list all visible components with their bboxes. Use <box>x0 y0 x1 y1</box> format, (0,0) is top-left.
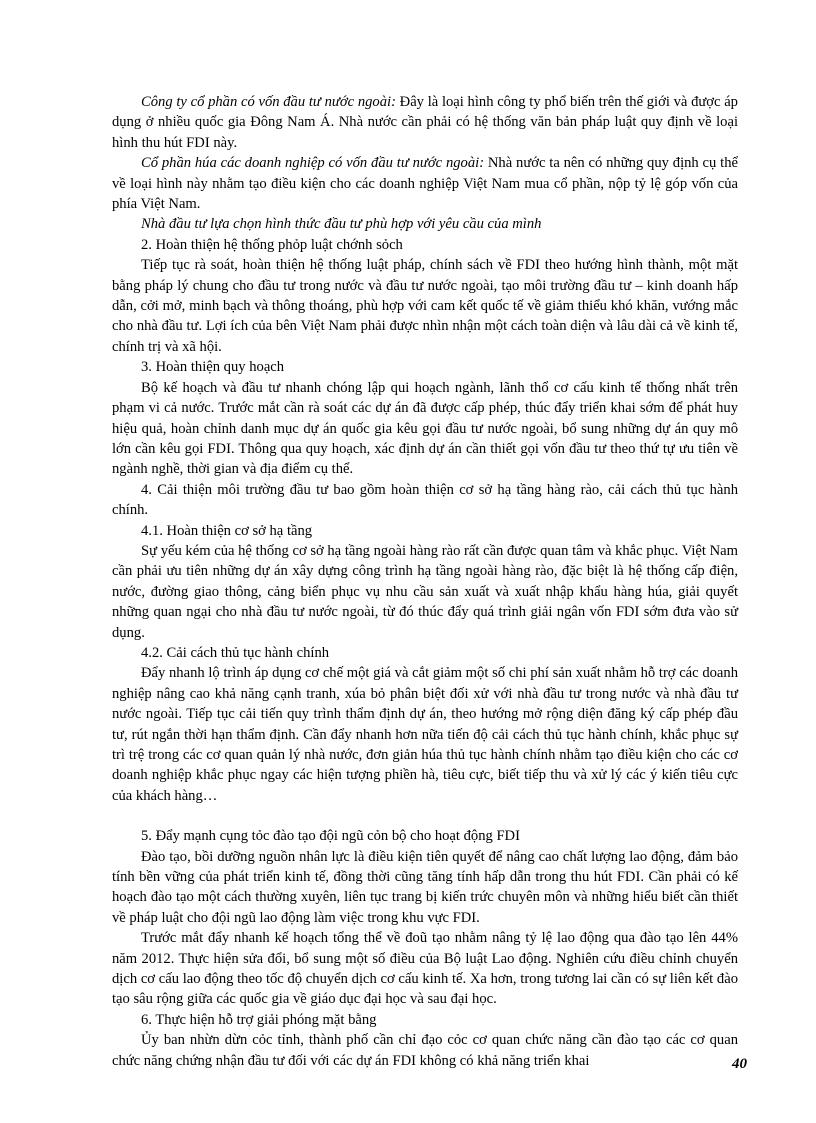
paragraph-infrastructure: Sự yếu kém của hệ thống cơ sở hạ tầng ngoài hàng rào rất cần được quan tâm và khắc phục. Việt Nam cần phải ưu tiên những dự án xây dựng công trình hạ tầng ngoài hàng rào, đặc biệt là hệ thống cấp điện, nước, đường giao thông, cảng biển phục vụ nhu cầu sản xuất và xuất nhập khẩu hàng húa, giải quyết những quan ngại cho nhà đầu tư nước ngoài, từ đó thúc đẩy quá trình giải ngân vốn FDI sớm đưa vào sử dụng. <box>112 542 738 641</box>
paragraph-planning: Bộ kế hoạch và đầu tư nhanh chóng lập qui hoạch ngành, lãnh thổ cơ cấu kinh tế thống nhất trên phạm vi cả nước. Trước mắt cần rà soát các dự án đã được cấp phép, thúc đẩy triển khai sớm để phát huy hiệu quả, hoàn chỉnh danh mục dự án quốc gia kêu gọi đầu tư nước ngoài, bổ sung những dự án quy mô lớn cần kêu gọi FDI. Thông qua quy hoạch, xác định dự án cần thiết gọi vốn đầu tư theo thứ tự ưu tiên về ngành nghề, thời gian và địa điểm cụ thể. <box>112 379 738 478</box>
paragraph-legal-system: Tiếp tục rà soát, hoàn thiện hệ thống luật pháp, chính sách về FDI theo hướng hình thành, một mặt bằng pháp lý chung cho đầu tư trong nước và đầu tư nước ngoài, tạo môi trường đầu tư – kinh doanh hấp dẫn, cởi mở, minh bạch và thông thoáng, phù hợp với cam kết quốc tế về giảm thiểu khó khăn, vướng mắc cho nhà đầu tư. Lợi ích của bên Việt Nam phải được nhìn nhận một cách toàn diện và lâu dài cả về kinh tế, chính trị và xã hội. <box>112 257 738 355</box>
italic-lead-3: Nhà đầu tư lựa chọn hình thức đầu tư phù hợp với yêu cầu của mình <box>141 216 542 233</box>
paragraph-joint-stock-company <box>112 92 738 153</box>
paragraph-text-2: Nhà nước ta nên có những quy định cụ thể về loại hình này nhằm tạo điều kiện cho các doanh nghiệp Việt Nam mua cổ phần, nộp tỷ lệ góp vốn của phía Việt Nam. <box>112 155 738 213</box>
paragraph-training-plan: Trước mắt đẩy nhanh kế hoạch tổng thể về đoũ tạo nhằm nâng tỷ lệ lao động qua đào tạo lên 44% năm 2012. Thực hiện sửa đổi, bổ sung một số điều của Bộ luật Lao động. Nghiên cứu điều chỉnh chuyển dịch cơ cấu lao động theo tốc độ chuyển dịch cơ cấu kinh tế. Xa hơn, trong tương lai cần có sự liên kết đào tạo sâu rộng giữa các quốc gia về giáo dục đại học và sau đại học. <box>112 930 738 1008</box>
heading-planning: 3. Hoàn thiện quy hoạch <box>141 359 285 376</box>
paragraph-equitization <box>112 153 738 214</box>
paragraph-investor-choice <box>112 214 738 234</box>
paragraph-site-clearance: Ủy ban nhừn dừn cỏc tỉnh, thành phố cần chỉ đạo cỏc cơ quan chức năng cần đào tạo các cơ quan chức năng chứng nhận đầu tư đối với các dự án FDI không có khả năng triển khai <box>112 1032 738 1069</box>
paragraph-administrative-reform: Đẩy nhanh lộ trình áp dụng cơ chế một giá và cắt giảm một số chi phí sản xuất nhằm hỗ trợ các doanh nghiệp nâng cao khả năng cạnh tranh, xúa bỏ phân biệt đối xử với nhà đầu tư trong nước và nhà đầu tư nước ngoài. Tiếp tục cải tiến quy trình thẩm định dự án, theo hướng mở rộng diện đăng ký cấp phép đầu tư, rút ngắn thời hạn thẩm định. Cần đẩy nhanh hơn nữa tiến độ cải cách thủ tục hành chính, khắc phục sự trì trệ trong các cơ quan quản lý nhà nước, đơn giản húa thủ tục hành chính nhằm tạo điều kiện cho các cơ doanh nghiệp khắc phục ngay các hiện tượng phiền hà, tiêu cực, biết tiếp thu và xử lý các ý kiến tiêu cực của khách hàng… <box>112 665 738 804</box>
italic-lead-1: Công ty cổ phần có vốn đầu tư nước ngoài: <box>141 94 396 110</box>
heading-infrastructure: 4.1. Hoàn thiện cơ sở hạ tầng <box>141 522 313 539</box>
italic-lead-2: Cổ phần húa các doanh nghiệp có vốn đầu tư nước ngoài: <box>141 155 485 172</box>
heading-legal-system: 2. Hoàn thiện hệ thống phỏp luật chớnh sỏch <box>141 236 403 253</box>
heading-investment-environment: 4. Cải thiện môi trường đầu tư bao gồm hoàn thiện cơ sở hạ tầng hàng rào, cải cách thủ tục hành chính. <box>112 481 738 519</box>
heading-administrative-reform: 4.2. Cải cách thủ tục hành chính <box>141 644 330 661</box>
document-body <box>112 92 738 1071</box>
page-number: 40 <box>732 1056 747 1072</box>
heading-site-clearance: 6. Thực hiện hỗ trợ giải phóng mặt bằng <box>141 1011 377 1028</box>
heading-staff-training: 5. Đẩy mạnh cụng tỏc đào tạo đội ngũ cỏn bộ cho hoạt động FDI <box>141 828 520 845</box>
paragraph-human-resources: Đào tạo, bồi dưỡng nguồn nhân lực là điều kiện tiên quyết để nâng cao chất lượng lao động, đảm bảo tính bền vững của phát triển kinh tế, đồng thời cũng tăng tính hấp dẫn trong thu hút FDI. Cần phải có kế hoạch đào tạo một cách thường xuyên, liên tục trang bị kiến trức chuyên môn và những hiểu biết cần thiết về pháp luật cho đội ngũ lao động làm việc trong khu vực FDI. <box>112 848 738 926</box>
paragraph-gap <box>112 806 738 826</box>
paragraph-text-1: Đây là loại hình công ty phổ biến trên thế giới và được áp dụng ở nhiều quốc gia Đông Nam Á. Nhà nước cần phải có hệ thống văn bản pháp luật quy định về loại hình thu hút FDI này. <box>112 94 738 151</box>
